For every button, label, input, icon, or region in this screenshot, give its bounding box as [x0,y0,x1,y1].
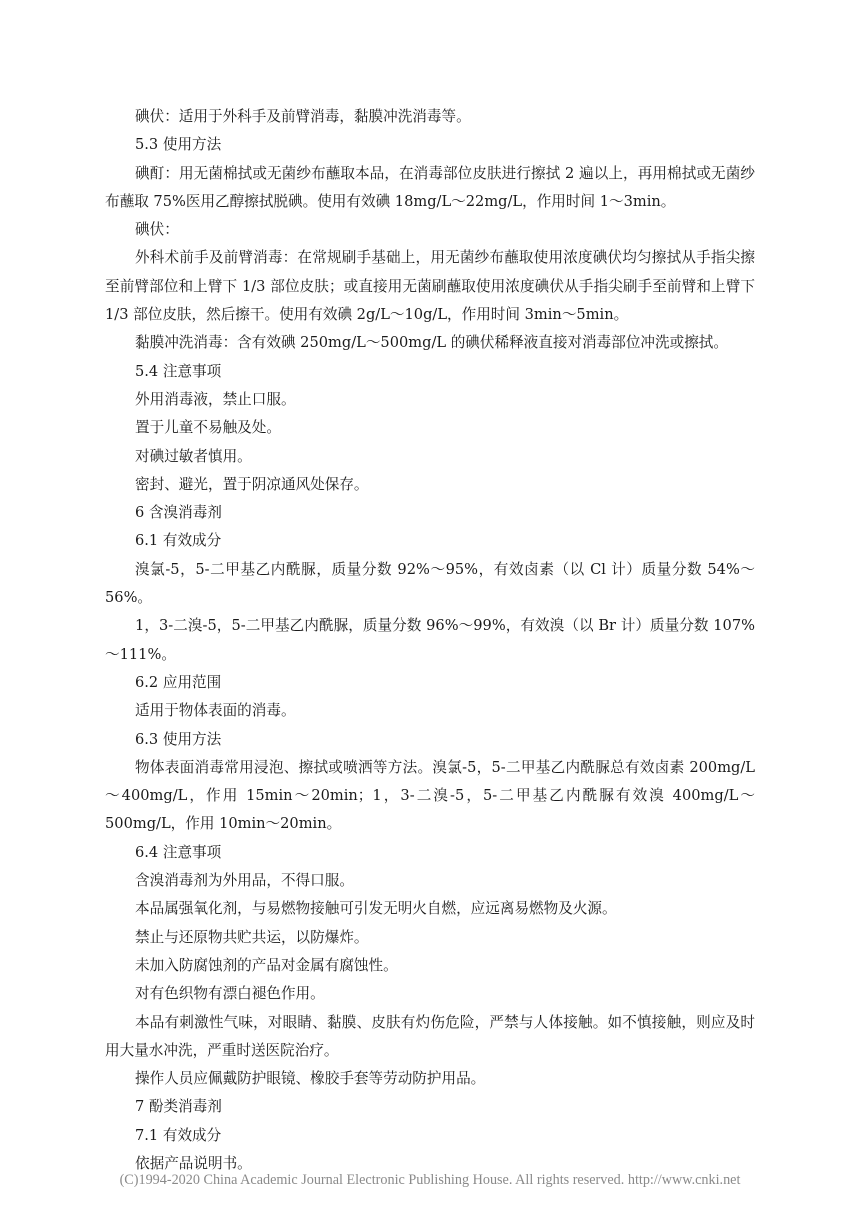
body-paragraph: 含溴消毒剂为外用品，不得口服。 [135,872,354,890]
body-paragraph: 碘伏：适用于外科手及前臂消毒，黏膜冲洗消毒等。 [135,108,471,125]
copyright-footer: (C)1994-2020 China Academic Journal Electronic Publishing House. All rights reserved. http://www.cnki.net [119,1172,741,1188]
body-paragraph: 密封、避光，置于阴凉通风处保存。 [135,475,369,493]
body-paragraph: 1，3-二溴-5，5-二甲基乙内酰脲，质量分数 96%～99%，有效溴（以 Br 计）质量分数 107%～111%。 [105,617,755,663]
section-heading: 6.1 有效成分 [135,532,222,550]
section-heading: 6 含溴消毒剂 [135,504,222,522]
body-paragraph: 外科术前手及前臂消毒：在常规刷手基础上，用无菌纱布蘸取使用浓度碘伏均匀擦拭从手指尖擦至前臂部位和上臂下 1/3 部位皮肤；或直接用无菌刷蘸取使用浓度碘伏从手指尖刷手至前臂和上臂下 1/3 部位皮肤，然后擦干。使用有效碘 2g/L～10g/L，作用时间 3min～5min。 [105,249,755,324]
body-paragraph: 本品属强氧化剂，与易燃物接触可引发无明火自燃，应远离易燃物及火源。 [135,900,617,918]
body-paragraph: 溴氯-5，5-二甲基乙内酰脲，质量分数 92%～95%，有效卤素（以 Cl 计）质量分数 54%～56%。 [105,560,755,607]
body-paragraph: 对有色织物有漂白褪色作用。 [135,985,325,1003]
body-paragraph: 黏膜冲洗消毒：含有效碘 250mg/L～500mg/L 的碘伏稀释液直接对消毒部位冲洗或擦拭。 [135,334,728,352]
document-body [105,103,755,1178]
body-paragraph: 碘伏： [135,221,179,239]
body-paragraph: 禁止与还原物共贮共运，以防爆炸。 [135,928,369,946]
body-paragraph: 本品有刺激性气味，对眼睛、黏膜、皮肤有灼伤危险，严禁与人体接触。如不慎接触，则应及时用大量水冲洗，严重时送医院治疗。 [105,1013,755,1059]
body-paragraph: 对碘过敏者慎用。 [135,447,252,465]
body-paragraph: 未加入防腐蚀剂的产品对金属有腐蚀性。 [135,956,398,974]
section-heading: 5.4 注意事项 [135,362,222,380]
body-paragraph: 外用消毒液，禁止口服。 [135,390,296,408]
section-heading: 7 酚类消毒剂 [135,1098,222,1116]
section-heading: 5.3 使用方法 [135,136,222,154]
body-paragraph: 物体表面消毒常用浸泡、擦拭或喷洒等方法。溴氯-5，5-二甲基乙内酰脲总有效卤素 200mg/L～400mg/L，作用 15min～20min；1，3-二溴-5，5-二甲基乙内酰脲有效溴 400mg/L～500mg/L，作用 10min～20min。 [105,758,755,833]
body-paragraph: 适用于物体表面的消毒。 [135,702,296,720]
body-paragraph: 依据产品说明书。 [135,1154,252,1172]
body-paragraph: 碘酊：用无菌棉拭或无菌纱布蘸取本品，在消毒部位皮肤进行擦拭 2 遍以上，再用棉拭或无菌纱布蘸取 75%医用乙醇擦拭脱碘。使用有效碘 18mg/L～22mg/L，作用时间 1～3min。 [105,164,755,210]
section-heading: 6.3 使用方法 [135,730,222,748]
section-heading: 6.2 应用范围 [135,673,222,691]
section-heading: 6.4 注意事项 [135,843,222,861]
body-paragraph: 操作人员应佩戴防护眼镜、橡胶手套等劳动防护用品。 [135,1070,486,1088]
body-paragraph: 置于儿童不易触及处。 [135,419,281,437]
section-heading: 7.1 有效成分 [135,1126,222,1144]
